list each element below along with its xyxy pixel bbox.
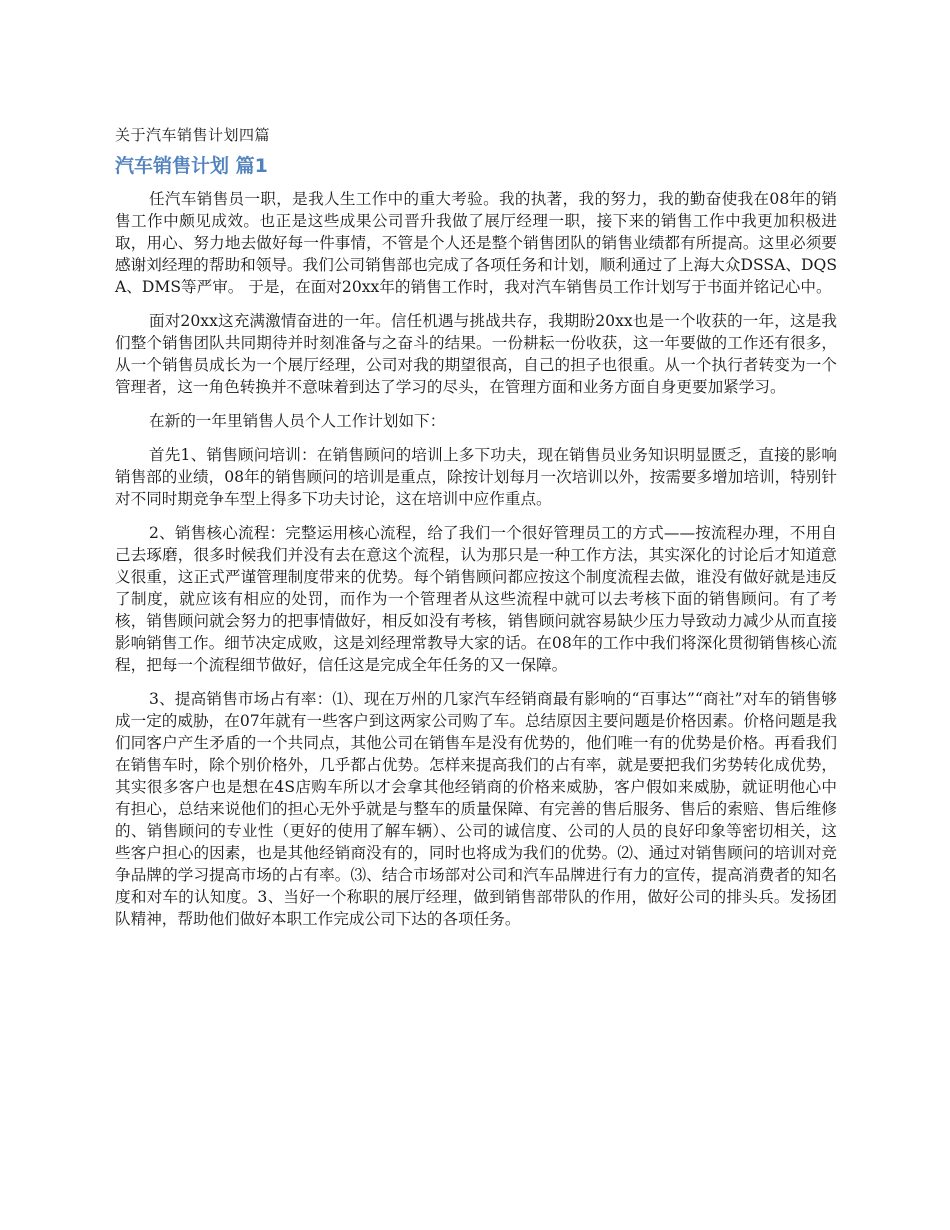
paragraph-5: 2、销售核心流程：完整运用核心流程，给了我们一个很好管理员工的方式——按流程办理，不用自己去琢磨，很多时候我们并没有去在意这个流程，认为那只是一种工作方法，其实深化的讨论后才知道意义很重，这正式严谨管理制度带来的优势。每个销售顾问都应按这个制度流程去做，谁没有做好就是违反了制度，就应该有相应的处罚，而作为一个管理者从这些流程中就可以去考核下面的销售顾问。有了考核，销售顾问就会努力的把事情做好，相反如没有考核，销售顾问就容易缺少压力导致动力减少从而直接影响销售工作。细节决定成败，这是刘经理常教导大家的话。在08年的工作中我们将深化贯彻销售核心流程，把每一个流程细节做好，信任这是完成全年任务的又一保障。 xyxy=(115,524,837,674)
paragraph-1: 任汽车销售员一职，是我人生工作中的重大考验。我的执著，我的努力，我的勤奋使我在08年的销售工作中颇见成效。也正是这些成果公司晋升我做了展厅经理一职，接下来的销售工作中我更加积极进取，用心、努力地去做好每一件事情，不管是个人还是整个销售团队的销售业绩都有所提高。这里必须要感谢刘经理的帮助和领导。我们公司销售部也完成了各项任务和计划，顺利通过了上海大众DSSA、DQSA、DMS等严审。 于是，在面对20xx年的销售工作时，我对汽车销售员工作计划写于书面并铭记心中。 xyxy=(115,190,837,296)
paragraph-4: 首先1、销售顾问培训：在销售顾问的培训上多下功夫，现在销售员业务知识明显匮乏，直接的影响销售部的业绩，08年的销售顾问的培训是重点，除按计划每月一次培训以外，按需要多增加培训，特别针对不同时期竞争车型上得多下功夫讨论，这在培训中应作重点。 xyxy=(115,446,837,508)
paragraph-3: 在新的一年里销售人员个人工作计划如下： xyxy=(149,412,446,430)
paragraph-2: 面对20xx这充满激情奋进的一年。信任机遇与挑战共存，我期盼20xx也是一个收获的一年，这是我们整个销售团队共同期待并时刻准备与之奋斗的结果。一份耕耘一份收获，这一年要做的工作还有很多，从一个销售员成长为一个展厅经理，公司对我的期望很高，自己的担子也很重。从一个执行者转变为一个管理者，这一角色转换并不意味着到达了学习的尽头，在管理方面和业务方面自身更要加紧学习。 xyxy=(115,312,837,396)
document-page xyxy=(115,124,837,942)
document-title: 关于汽车销售计划四篇 xyxy=(115,126,271,144)
section-heading: 汽车销售计划 篇1 xyxy=(115,155,268,177)
paragraph-6: 3、提高销售市场占有率：⑴、现在万州的几家汽车经销商最有影响的“百事达”“商社”对车的销售够成一定的威胁，在07年就有一些客户到这两家公司购了车。总结原因主要问题是价格因素。价格问题是我们同客户产生矛盾的一个共同点，其他公司在销售车是没有优势的，他们唯一有的优势是价格。再看我们在销售车时，除个别价格外，几乎都占优势。怎样来提高我们的占有率，就是要把我们劣势转化成优势，其实很多客户也是想在4S店购车所以才会拿其他经销商的价格来威胁，客户假如来威胁，就证明他心中有担心，总结来说他们的担心无外乎就是与整车的质量保障、有完善的售后服务、售后的索赔、售后维修的、销售顾问的专业性（更好的使用了解车辆）、公司的诚信度、公司的人员的良好印象等密切相关，这些客户担心的因素，也是其他经销商没有的，同时也将成为我们的优势。⑵、通过对销售顾问的培训对竞争品牌的学习提高市场的占有率。⑶、结合市场部对公司和汽车品牌进行有力的宣传，提高消费者的知名度和对车的认知度。3、当好一个称职的展厅经理，做到销售部带队的作用，做好公司的排头兵。发扬团队精神，帮助他们做好本职工作完成公司下达的各项任务。 xyxy=(115,690,838,928)
